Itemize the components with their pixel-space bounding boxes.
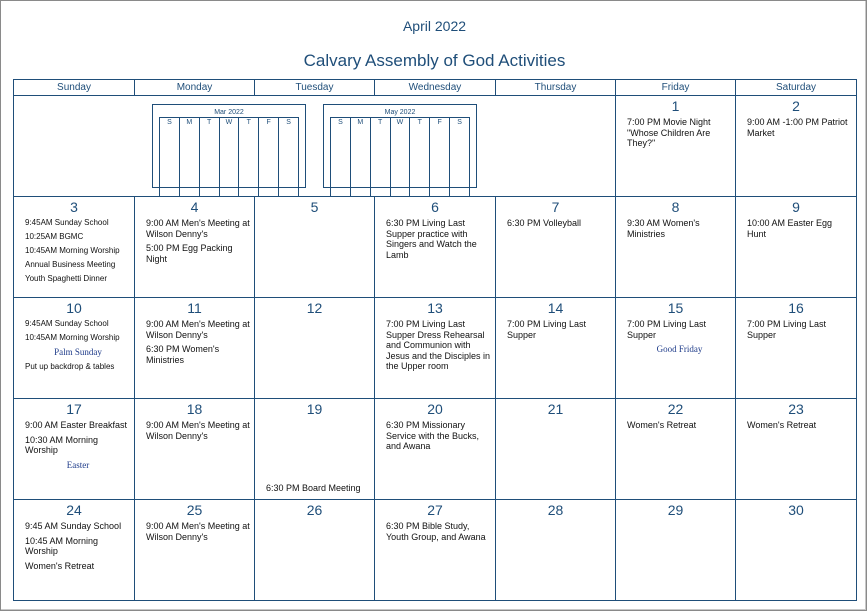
day-cell[interactable] (135, 500, 255, 601)
event-item: 9:45 AM Sunday School (25, 521, 122, 531)
day-events (135, 518, 254, 542)
day-number: 19 (306, 401, 323, 417)
mini-calendar-weekday: T (410, 118, 430, 197)
day-events (736, 114, 856, 138)
event-item: Put up backdrop & tables (25, 361, 115, 371)
event-item: 10:00 AM Easter Egg Hunt (747, 218, 833, 239)
mini-calendar-weekday: M (350, 118, 370, 197)
day-number: 9 (792, 199, 800, 215)
weekday-header: Thursday (496, 80, 616, 96)
day-number: 10 (66, 300, 82, 316)
event-item: 9:30 AM Women's Ministries (627, 218, 700, 239)
event-item: 6:30 PM Women's Ministries (146, 344, 220, 365)
day-events (375, 215, 495, 260)
event-item: Women's Retreat (25, 560, 95, 571)
event-item: Women's Retreat (627, 420, 697, 430)
mini-calendar (152, 104, 306, 188)
mini-calendar-title: Mar 2022 (214, 109, 244, 116)
mini-calendar-weekday: F (259, 118, 279, 197)
calendar-week-row (14, 399, 857, 500)
day-number: 28 (547, 502, 564, 518)
day-events (736, 316, 856, 340)
day-cell[interactable] (14, 298, 135, 399)
day-cell[interactable] (14, 500, 135, 601)
page-title: Calvary Assembly of God Activities (303, 51, 566, 70)
mini-calendar-weekday: F (430, 118, 450, 197)
mini-calendar-weekday: S (279, 118, 299, 197)
mini-calendar-weekday: S (331, 118, 351, 197)
event-item: Palm Sunday (54, 347, 102, 357)
day-number: 4 (190, 199, 199, 215)
day-number: 25 (186, 502, 203, 518)
day-number: 21 (547, 401, 564, 417)
day-events (375, 417, 495, 452)
day-events (616, 417, 735, 431)
day-cell[interactable] (255, 298, 375, 399)
day-number: 26 (306, 502, 323, 518)
event-item: 5:00 PM Egg Packing Night (146, 243, 233, 264)
day-events (616, 316, 735, 355)
weekday-header-row (14, 80, 857, 96)
event-item: Annual Business Meeting (25, 260, 116, 269)
day-cell[interactable] (496, 197, 616, 298)
month-title: April 2022 (402, 18, 467, 34)
weekday-header: Monday (135, 80, 255, 96)
day-events (496, 518, 615, 521)
day-cell[interactable] (496, 298, 616, 399)
event-item: 7:00 PM Living Last Supper (747, 319, 827, 340)
day-number: 7 (551, 199, 560, 215)
event-item: 6:30 PM Volleyball (507, 218, 582, 228)
day-cell[interactable] (496, 399, 616, 500)
day-number: 15 (667, 300, 684, 316)
day-number: 23 (788, 401, 804, 417)
mini-calendar-weekday: W (219, 118, 239, 197)
calendar-week-row (14, 298, 857, 399)
event-item: 7:00 PM Living Last Supper Dress Rehearsal and Communion with Jesus and the Disciples in the Upper room (386, 319, 491, 371)
mini-calendar-weekday: W (390, 118, 410, 197)
day-events (496, 417, 615, 420)
event-item: 9:00 AM Men's Meeting at Wilson Denny's (146, 218, 250, 239)
day-cell[interactable] (616, 399, 736, 500)
day-number: 11 (187, 300, 202, 316)
mini-calendar-weekday: T (370, 118, 390, 197)
event-item: 10:45AM Morning Worship (25, 333, 120, 342)
event-item: 10:30 AM Morning Worship (25, 434, 99, 455)
day-events (736, 215, 856, 239)
day-number: 6 (431, 199, 439, 215)
event-item: 6:30 PM Board Meeting (266, 482, 361, 493)
calendar-week-row (14, 96, 857, 197)
calendar-week-row (14, 197, 857, 298)
event-item: 9:00 AM -1:00 PM Patriot Market (747, 117, 848, 138)
day-events (135, 316, 254, 365)
mini-calendar-weekday: T (199, 118, 219, 197)
weekday-header: Sunday (14, 80, 135, 96)
day-events (135, 215, 254, 264)
day-events (616, 114, 735, 149)
day-cell[interactable] (255, 197, 375, 298)
day-events (375, 316, 495, 372)
day-events (255, 316, 374, 319)
day-cell[interactable] (255, 399, 375, 500)
event-item: 9:00 AM Easter Breakfast (25, 420, 128, 430)
mini-calendar-title: May 2022 (384, 109, 416, 116)
event-item: Women's Retreat (747, 420, 817, 430)
weekday-header: Saturday (736, 80, 857, 96)
day-cell[interactable] (375, 197, 496, 298)
day-number: 17 (66, 401, 82, 417)
day-cell[interactable] (496, 500, 616, 601)
day-events (255, 518, 374, 521)
event-item: 9:00 AM Men's Meeting at Wilson Denny's (146, 319, 250, 340)
weekday-header: Tuesday (255, 80, 375, 96)
day-cell[interactable] (375, 500, 496, 601)
event-item: 9:00 AM Men's Meeting at Wilson Denny's (146, 521, 250, 542)
day-events (14, 215, 134, 284)
day-number: 14 (547, 300, 564, 316)
event-item: 9:45AM Sunday School (25, 218, 109, 227)
weekday-header: Wednesday (375, 80, 496, 96)
day-events (496, 215, 615, 229)
day-number: 29 (667, 502, 684, 518)
event-item: Easter (66, 459, 90, 470)
event-item: 6:30 PM Missionary Service with the Bucks, and Awana (386, 420, 480, 451)
event-item: 7:00 PM Living Last Supper (507, 319, 587, 340)
calendar-week-row (14, 500, 857, 601)
event-item: Good Friday (656, 344, 703, 354)
calendar-grid (13, 79, 857, 601)
day-cell[interactable] (14, 197, 135, 298)
day-number: 24 (66, 502, 82, 518)
day-cell[interactable] (616, 500, 736, 601)
day-number: 3 (70, 199, 78, 215)
day-events (736, 417, 856, 431)
day-number: 16 (788, 300, 804, 316)
day-events (255, 417, 374, 493)
day-events (496, 316, 615, 340)
day-cell[interactable] (736, 298, 857, 399)
day-number: 2 (792, 98, 800, 114)
mini-calendar-weekday: S (160, 118, 180, 197)
event-item: 10:45AM Morning Worship (25, 246, 120, 255)
mini-calendar (323, 104, 477, 188)
event-item: 9:45AM Sunday School (25, 319, 109, 328)
day-cell[interactable] (14, 399, 135, 500)
day-events (135, 417, 254, 441)
day-cell[interactable] (736, 197, 857, 298)
day-number: 27 (427, 502, 443, 518)
day-cell[interactable] (135, 197, 255, 298)
day-number: 30 (788, 502, 804, 518)
day-events (14, 417, 134, 470)
event-item: 10:25AM BGMC (25, 232, 84, 241)
event-item: 6:30 PM Living Last Supper practice with Singers and Watch the Lamb (386, 218, 477, 260)
day-events (255, 215, 374, 218)
day-cell[interactable] (616, 96, 736, 197)
day-number: 13 (427, 300, 443, 316)
day-cell[interactable] (616, 298, 736, 399)
day-number: 5 (310, 199, 319, 215)
event-item: Youth Spaghetti Dinner (25, 274, 107, 283)
day-cell[interactable] (375, 298, 496, 399)
event-item: 9:00 AM Men's Meeting at Wilson Denny's (146, 420, 250, 441)
day-events (736, 518, 856, 521)
day-number: 8 (671, 199, 680, 215)
event-item: 7:00 PM Living Last Supper (627, 319, 707, 340)
weekday-header: Friday (616, 80, 736, 96)
day-cell[interactable] (736, 500, 857, 601)
day-cell[interactable] (736, 96, 857, 197)
day-cell[interactable] (135, 298, 255, 399)
mini-calendar-weekday: M (179, 118, 199, 197)
day-cell[interactable] (135, 399, 255, 500)
event-item: 7:00 PM Movie Night "Whose Children Are They?" (627, 117, 711, 148)
event-item: 10:45 AM Morning Worship (25, 535, 99, 556)
day-cell[interactable] (616, 197, 736, 298)
day-number: 22 (667, 401, 684, 417)
day-number: 18 (186, 401, 203, 417)
mini-calendar-weekday: S (450, 118, 470, 197)
day-events (14, 316, 134, 372)
mini-calendars-cell (14, 96, 616, 197)
day-cell[interactable] (736, 399, 857, 500)
day-events (616, 215, 735, 239)
day-number: 12 (306, 300, 323, 316)
day-cell[interactable] (375, 399, 496, 500)
mini-calendar-weekday: T (239, 118, 259, 197)
day-number: 1 (671, 98, 680, 114)
day-events (375, 518, 495, 542)
day-events (616, 518, 735, 521)
day-events (14, 518, 134, 571)
day-cell[interactable] (255, 500, 375, 601)
day-number: 20 (427, 401, 443, 417)
event-item: 6:30 PM Bible Study, Youth Group, and Awana (386, 521, 486, 542)
